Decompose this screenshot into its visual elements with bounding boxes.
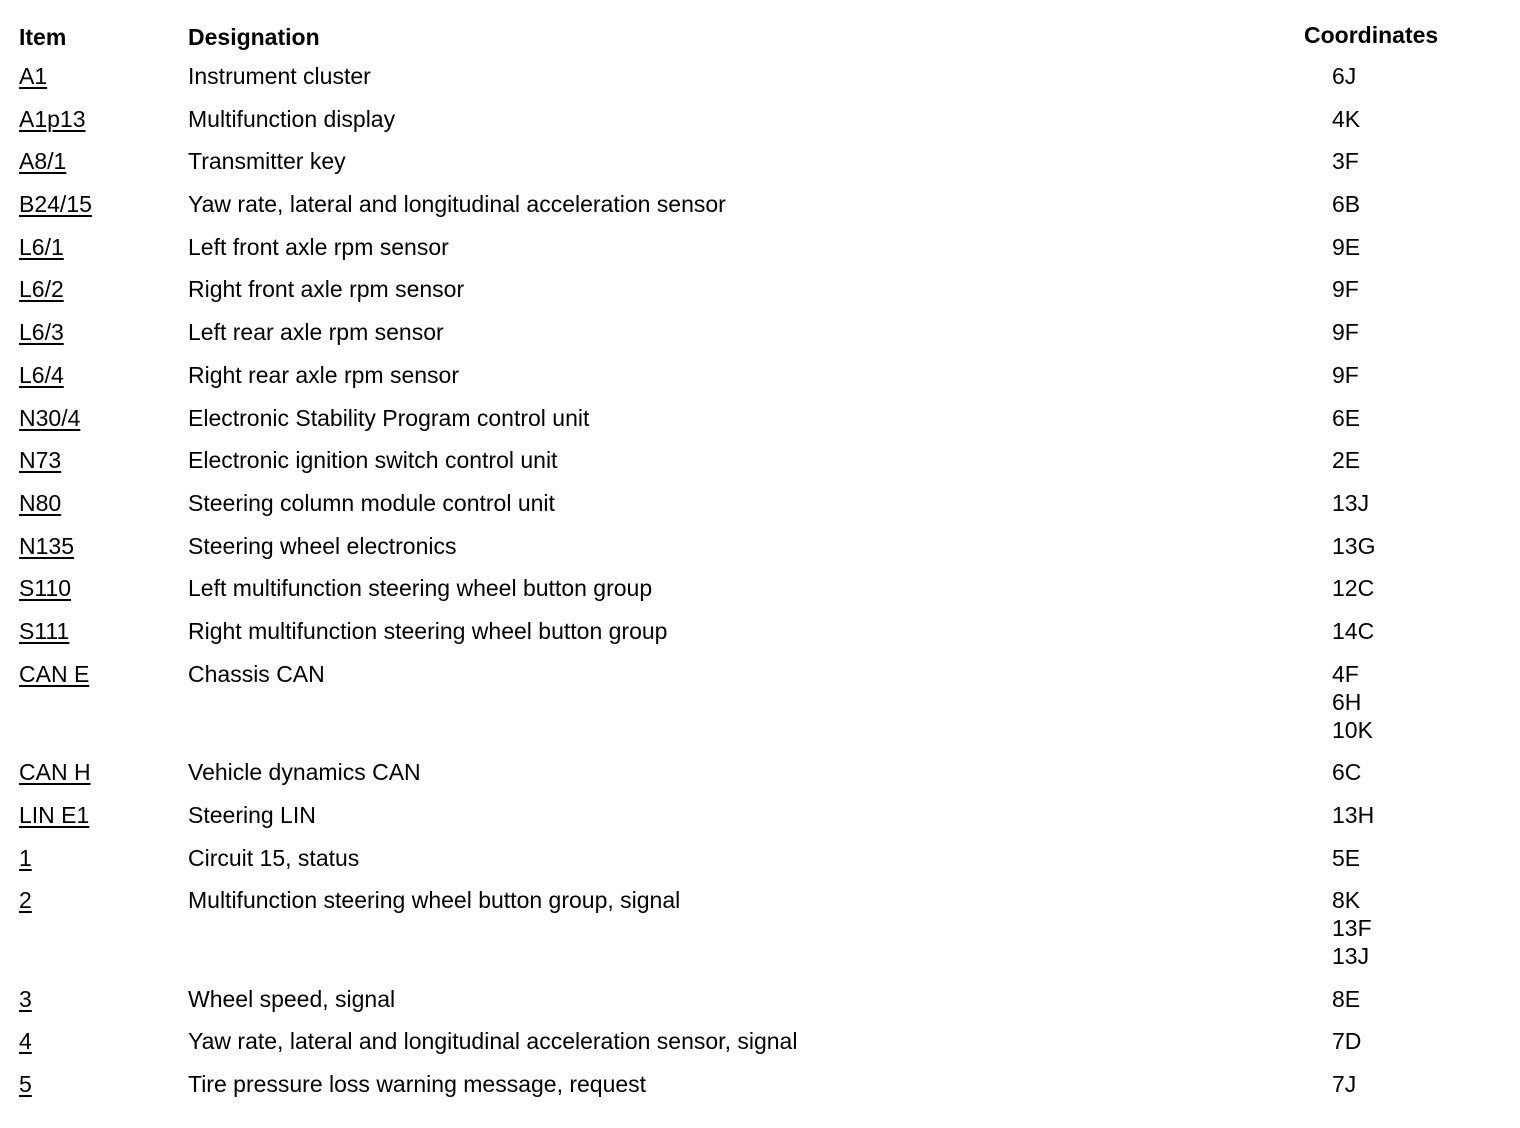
designation-text: Left rear axle rpm sensor — [188, 319, 444, 346]
designation-text: Electronic ignition switch control unit — [188, 447, 558, 474]
item-link[interactable]: N73 — [19, 447, 62, 474]
legend-row — [0, 1027, 1520, 1070]
coordinate-value: 9F — [1332, 319, 1359, 346]
item-link[interactable]: 3 — [19, 985, 32, 1012]
coordinate-value: 6J — [1332, 63, 1357, 89]
item-link[interactable]: 4 — [19, 1028, 32, 1055]
coordinate-value: 13H — [1332, 801, 1375, 828]
coordinates-cell — [1332, 1070, 1356, 1098]
item-link[interactable]: L6/4 — [19, 361, 64, 388]
coordinate-value: 6H — [1332, 688, 1362, 715]
coordinates-cell — [1332, 844, 1360, 872]
coordinate-value: 3F — [1332, 148, 1359, 175]
designation-text: Steering LIN — [188, 801, 316, 828]
designation-text: Vehicle dynamics CAN — [188, 759, 421, 786]
coordinate-value: 6E — [1332, 404, 1361, 431]
legend-row — [0, 489, 1520, 532]
legend-row — [0, 886, 1520, 985]
coordinate-value: 13J — [1332, 943, 1370, 970]
coordinate-value: 8E — [1332, 985, 1361, 1012]
coordinates-cell — [1332, 801, 1374, 829]
item-link[interactable]: N135 — [19, 532, 74, 559]
designation-text: Left front axle rpm sensor — [188, 233, 449, 260]
designation-text: Multifunction steering wheel button group, signal — [188, 887, 681, 914]
designation-text: Chassis CAN — [188, 660, 325, 687]
coordinates-cell — [1332, 361, 1359, 389]
designation-text: Electronic Stability Program control unit — [188, 404, 590, 431]
coordinates-cell — [1332, 617, 1374, 645]
item-link[interactable]: A1 — [19, 63, 48, 89]
designation-text: Right multifunction steering wheel button group — [188, 617, 668, 644]
designation-text: Left multifunction steering wheel button group — [188, 575, 653, 602]
coordinates-cell — [1332, 318, 1359, 346]
legend-row — [0, 801, 1520, 844]
legend-row — [0, 758, 1520, 801]
item-link[interactable]: L6/1 — [19, 233, 64, 260]
item-link[interactable]: N80 — [19, 489, 62, 516]
coordinates-cell — [1332, 1027, 1361, 1055]
item-link[interactable]: CAN H — [19, 759, 91, 786]
item-link[interactable]: 2 — [19, 887, 32, 914]
designation-text: Right rear axle rpm sensor — [188, 361, 459, 388]
coordinates-cell — [1332, 574, 1374, 602]
coordinates-cell — [1332, 886, 1372, 970]
designation-text: Instrument cluster — [188, 63, 371, 89]
legend-row — [0, 532, 1520, 575]
item-link[interactable]: A1p13 — [19, 105, 86, 132]
coordinate-value: 7J — [1332, 1071, 1357, 1098]
item-link[interactable]: 5 — [19, 1071, 32, 1098]
coordinates-cell — [1332, 190, 1360, 218]
item-link[interactable]: L6/2 — [19, 276, 64, 303]
coordinates-cell — [1332, 404, 1360, 432]
designation-text: Steering wheel electronics — [188, 532, 457, 559]
coordinates-cell — [1332, 233, 1360, 261]
legend-row — [0, 147, 1520, 190]
legend-row — [0, 62, 1520, 105]
designation-text: Yaw rate, lateral and longitudinal acceleration sensor — [188, 191, 726, 218]
coordinates-cell — [1332, 489, 1369, 517]
item-link[interactable]: S110 — [19, 575, 72, 602]
coordinate-value: 4K — [1332, 105, 1361, 132]
coordinates-cell — [1332, 446, 1360, 474]
coordinate-value: 12C — [1332, 575, 1375, 602]
coordinates-cell — [1332, 275, 1359, 303]
legend-row — [0, 844, 1520, 887]
item-link[interactable]: N30/4 — [19, 404, 81, 431]
designation-text: Multifunction display — [188, 105, 396, 132]
coordinate-value: 9F — [1332, 276, 1359, 303]
legend-row — [0, 446, 1520, 489]
legend-row — [0, 985, 1520, 1028]
coordinate-value: 5E — [1332, 844, 1361, 871]
coordinates-cell — [1332, 532, 1375, 560]
coordinates-cell — [1332, 147, 1359, 175]
designation-text: Circuit 15, status — [188, 844, 360, 871]
coordinate-value: 6B — [1332, 191, 1361, 218]
coordinates-cell — [1332, 62, 1356, 90]
legend-row — [0, 660, 1520, 759]
designation-text: Right front axle rpm sensor — [188, 276, 465, 303]
legend-row — [0, 275, 1520, 318]
coordinate-value: 2E — [1332, 447, 1361, 474]
header-coordinates: Coordinates — [1304, 22, 1439, 48]
legend-row — [0, 574, 1520, 617]
legend-row — [0, 190, 1520, 233]
coordinate-value: 13G — [1332, 532, 1376, 559]
coordinate-value: 9E — [1332, 233, 1361, 260]
coordinate-value: 13J — [1332, 489, 1370, 516]
coordinate-value: 8K — [1332, 887, 1361, 914]
designation-text: Tire pressure loss warning message, request — [188, 1071, 647, 1098]
coordinates-cell — [1332, 105, 1360, 133]
item-link[interactable]: CAN E — [19, 660, 90, 687]
item-link[interactable]: L6/3 — [19, 319, 64, 346]
item-link[interactable]: LIN E1 — [19, 801, 90, 828]
item-link[interactable]: 1 — [19, 844, 32, 871]
coordinates-cell — [1332, 660, 1373, 744]
coordinate-value: 13F — [1332, 915, 1372, 942]
designation-text: Yaw rate, lateral and longitudinal acceleration sensor, signal — [188, 1028, 798, 1055]
item-link[interactable]: A8/1 — [19, 148, 67, 175]
designation-text: Transmitter key — [188, 148, 346, 175]
coordinate-value: 6C — [1332, 759, 1362, 786]
legend-row — [0, 361, 1520, 404]
designation-text: Steering column module control unit — [188, 489, 555, 516]
legend-rows — [0, 62, 1520, 1113]
coordinates-cell — [1332, 758, 1361, 786]
item-link[interactable]: B24/15 — [19, 191, 92, 218]
legend-row — [0, 404, 1520, 447]
legend-row — [0, 233, 1520, 276]
legend-row — [0, 617, 1520, 660]
designation-text: Wheel speed, signal — [188, 985, 396, 1012]
coordinate-value: 7D — [1332, 1028, 1362, 1055]
coordinate-value: 4F — [1332, 660, 1359, 687]
header-designation: Designation — [188, 24, 320, 50]
coordinate-value: 9F — [1332, 361, 1359, 388]
legend-row — [0, 318, 1520, 361]
item-link[interactable]: S111 — [19, 617, 70, 644]
coordinates-cell — [1332, 985, 1360, 1013]
header-item: Item — [19, 24, 67, 50]
coordinate-value: 14C — [1332, 617, 1375, 644]
legend-row — [0, 105, 1520, 148]
coordinate-value: 10K — [1332, 716, 1373, 743]
legend-row — [0, 1070, 1520, 1113]
